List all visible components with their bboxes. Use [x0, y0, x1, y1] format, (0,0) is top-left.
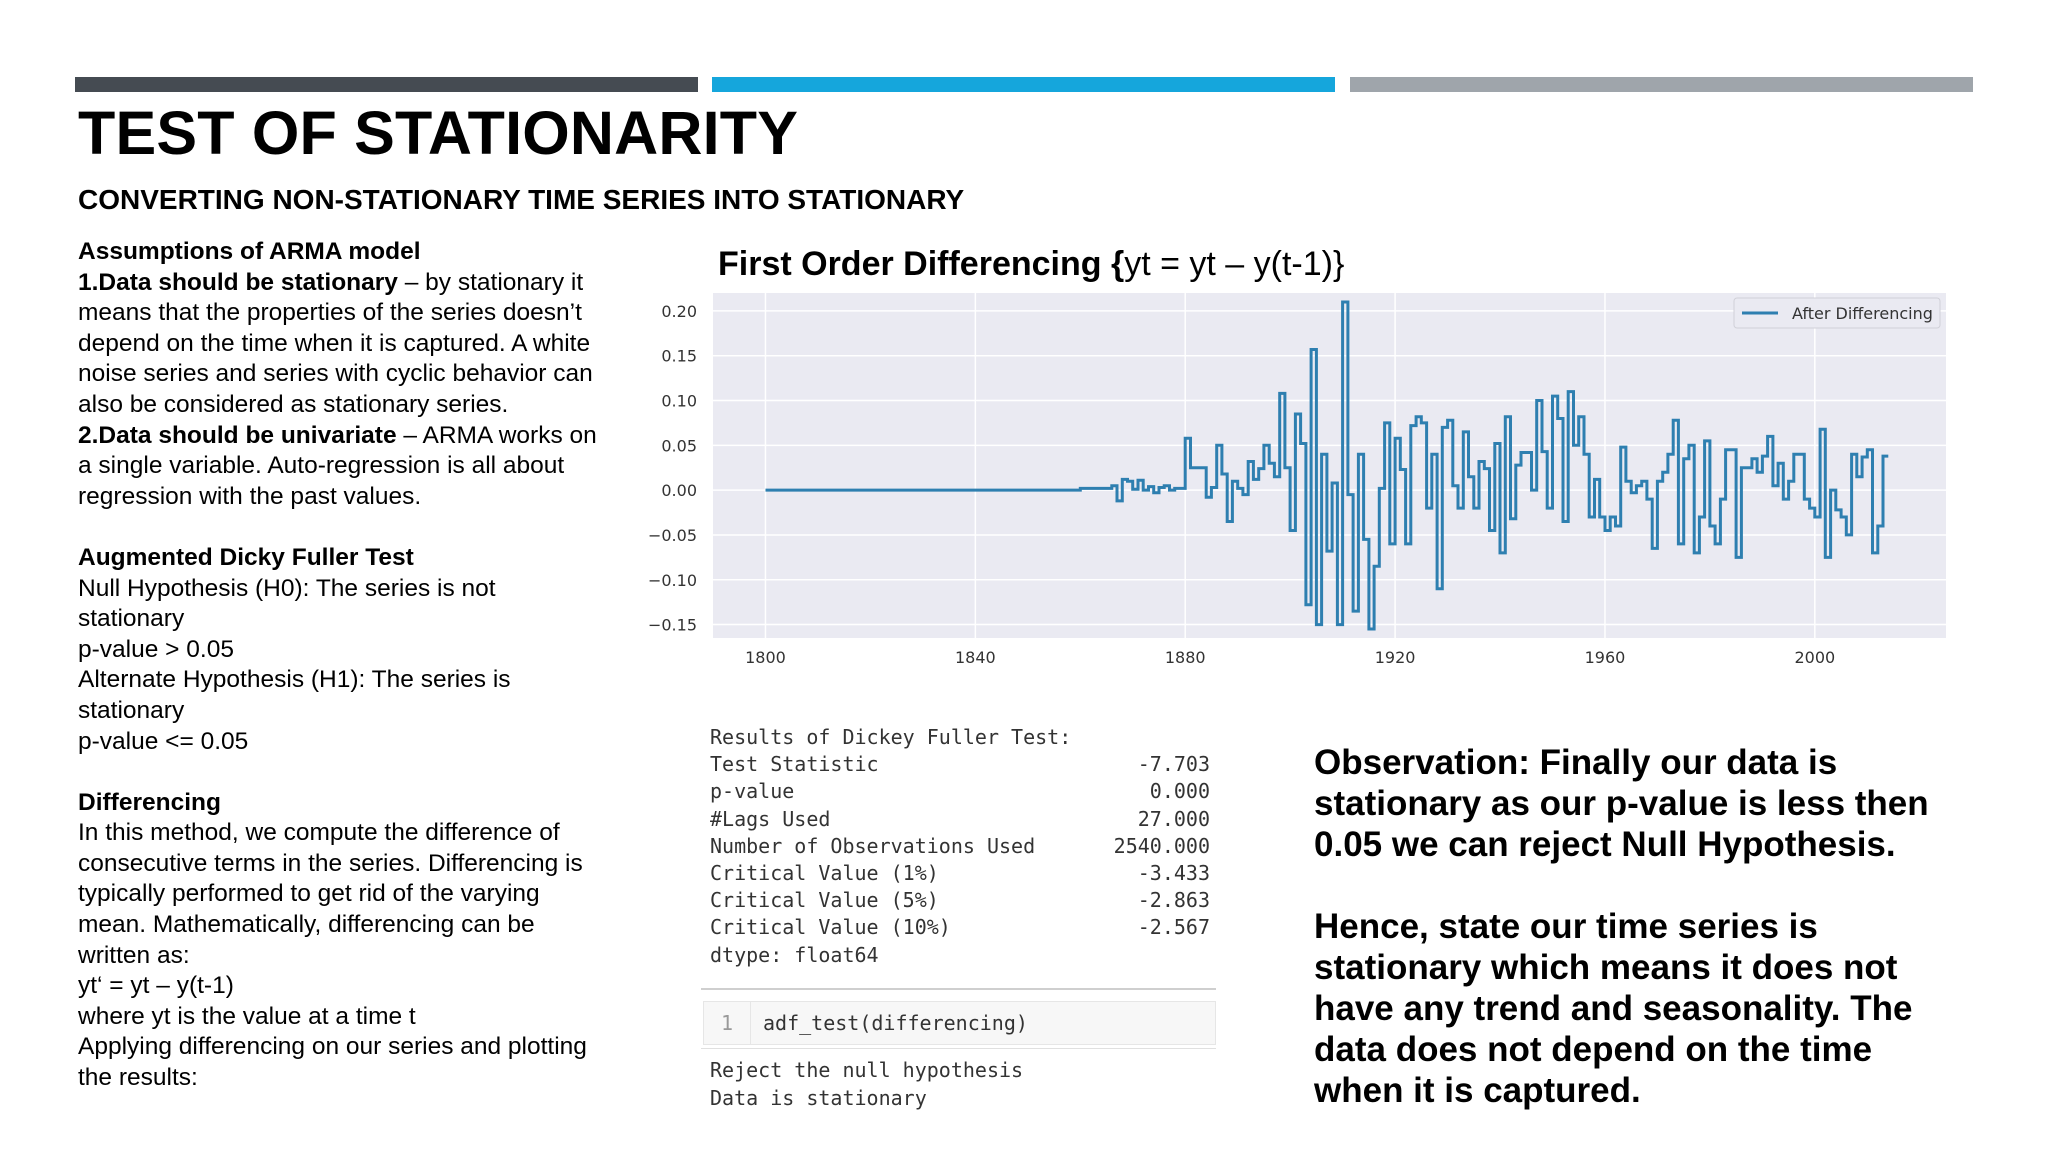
adf-result-value: 27.000	[1137, 806, 1210, 831]
arma-point-1	[78, 268, 598, 421]
observation-paragraph-2: Hence, state our time series is stationary which means it does not have any trend and seasonality. The data does not depend on the time when it is captured.	[1314, 907, 1913, 1110]
adf-result-row	[710, 778, 1210, 805]
code-line-number: 1	[704, 1002, 751, 1044]
differencing-formula: yt‘ = yt – y(t-1)	[78, 972, 234, 1000]
left-text-column	[78, 237, 598, 1094]
chart-title	[718, 244, 1344, 285]
adf-results-table	[710, 751, 1210, 941]
y-tick-label: −0.05	[647, 525, 697, 545]
adf-results-heading: Results of Dickey Fuller Test:	[710, 725, 1072, 749]
y-tick-label: 0.15	[661, 346, 697, 366]
x-tick-label: 1840	[954, 648, 996, 667]
adf-result-row	[710, 887, 1210, 914]
differencing-where: where yt is the value at a time t	[78, 1002, 416, 1030]
slide-subtitle: CONVERTING NON-STATIONARY TIME SERIES INTO STATIONARY	[78, 184, 965, 215]
y-tick-label: 0.20	[661, 301, 697, 321]
code-cell[interactable]	[701, 988, 1216, 1049]
adf-result-value: 0.000	[1149, 779, 1210, 804]
output-line-2: Data is stationary	[710, 1085, 927, 1110]
adf-result-label: Number of Observations Used	[710, 833, 1036, 858]
x-tick-label: 1920	[1374, 648, 1416, 667]
adf-result-row	[710, 860, 1210, 887]
adf-result-label: #Lags Used	[710, 806, 831, 831]
y-tick-label: 0.10	[661, 391, 697, 411]
adf-result-value: 2540.000	[1113, 833, 1210, 858]
adf-result-label: Test Statistic	[710, 752, 879, 777]
header-bar-gray	[1350, 77, 1973, 92]
arma-point-1-text: – by stationary it means that the properties of the series doesn’t depend on the time when it is captured. A white noise series and series with cyclic behavior can also be considered as stationary series.	[78, 268, 593, 418]
code-cell-input[interactable]	[703, 1001, 1216, 1045]
arma-point-2-title: 2.Data should be univariate	[78, 421, 397, 449]
arma-point-2	[78, 421, 598, 513]
code-text[interactable]: adf_test(differencing)	[763, 1011, 1028, 1035]
adf-result-label: p-value	[710, 779, 795, 804]
adf-result-label: Critical Value (10%)	[710, 915, 951, 940]
adf-heading: Augmented Dicky Fuller Test	[78, 543, 414, 571]
y-tick-label: 0.05	[661, 436, 697, 456]
adf-result-row	[710, 833, 1210, 860]
adf-result-row	[710, 751, 1210, 778]
adf-result-value: -3.433	[1137, 861, 1210, 886]
observation-paragraph-1: Observation: Finally our data is stationary as our p-value is less then 0.05 we can reject Null Hypothesis.	[1314, 743, 1929, 864]
y-tick-label: −0.15	[647, 615, 697, 635]
alt-hypothesis-pvalue: p-value <= 0.05	[78, 727, 249, 755]
chart-title-normal: yt = yt – y(t-1)}	[1124, 245, 1345, 283]
adf-result-row	[710, 914, 1210, 941]
x-tick-label: 1880	[1164, 648, 1206, 667]
adf-result-row	[710, 806, 1210, 833]
arma-point-2-text: – ARMA works on a single variable. Auto-regression is all about regression with the past values.	[78, 421, 597, 510]
adf-dtype: dtype: float64	[710, 942, 879, 967]
observation-text	[1314, 742, 1954, 1111]
differencing-applying: Applying differencing on our series and plotting the results:	[78, 1033, 587, 1092]
adf-results-output	[710, 724, 1210, 969]
header-bar-blue	[712, 77, 1335, 92]
y-tick-label: −0.10	[647, 570, 697, 590]
adf-result-label: Critical Value (1%)	[710, 861, 939, 886]
adf-result-value: -2.567	[1137, 915, 1210, 940]
adf-result-value: -7.703	[1137, 752, 1210, 777]
legend-label: After Differencing	[1792, 304, 1933, 323]
output-line-1: Reject the null hypothesis	[710, 1058, 1024, 1082]
x-tick-label: 1800	[745, 648, 786, 667]
arma-heading: Assumptions of ARMA model	[78, 238, 421, 265]
adf-result-value: -2.863	[1137, 888, 1210, 913]
null-hypothesis: Null Hypothesis (H0): The series is not stationary	[78, 574, 496, 633]
header-bar-dark	[75, 77, 698, 92]
slide-title: TEST OF STATIONARITY	[78, 99, 799, 167]
y-tick-label: 0.00	[661, 481, 697, 501]
x-tick-label: 2000	[1794, 648, 1836, 667]
arma-point-1-title: 1.Data should be stationary	[78, 268, 398, 296]
x-tick-label: 1960	[1584, 648, 1626, 667]
differencing-line-chart	[640, 288, 1960, 678]
null-hypothesis-pvalue: p-value > 0.05	[78, 635, 234, 663]
chart-title-bold: First Order Differencing {	[718, 245, 1125, 283]
differencing-heading: Differencing	[78, 788, 221, 816]
alt-hypothesis: Alternate Hypothesis (H1): The series is stationary	[78, 666, 511, 724]
code-cell-output	[710, 1057, 1023, 1112]
differencing-text: In this method, we compute the difference of consecutive terms in the series. Differencing is typically performed to get rid of the varying mean. Mathematically, differencing can be written as:	[78, 819, 583, 969]
adf-result-label: Critical Value (5%)	[710, 888, 939, 913]
